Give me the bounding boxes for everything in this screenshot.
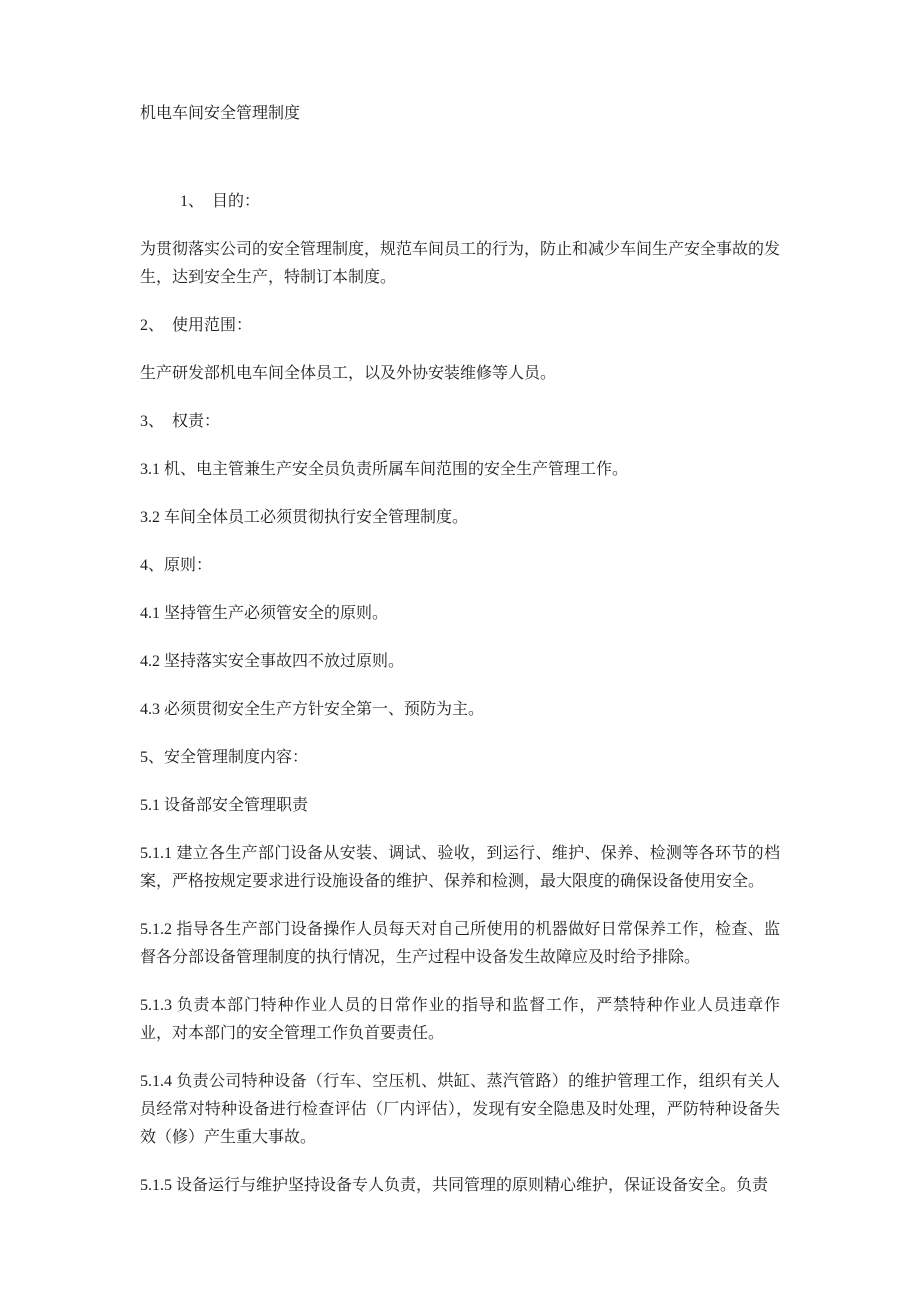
paragraph-clause-3-1: 3.1 机、电主管兼生产安全员负责所属车间范围的安全生产管理工作。 [140, 461, 629, 478]
paragraph-clause-5-1-2: 5.1.2 指导各生产部门设备操作人员每天对自己所使用的机器做好日常保养工作，检查、监督各分部设备管理制度的执行情况，生产过程中设备发生故障应及时给予排除。 [140, 921, 780, 966]
section-heading-purpose: 1、 目的： [180, 193, 261, 210]
paragraph-clause-5-1-4: 5.1.4 负责公司特种设备（行车、空压机、烘缸、蒸汽管路）的维护管理工作，组织有关人员经常对特种设备进行检查评估（厂内评估），发现有安全隐患及时处理，严防特种设备失效（修）产生重大事故。 [140, 1073, 780, 1146]
document-title: 机电车间安全管理制度 [140, 105, 301, 122]
section-heading-principles: 4、原则： [140, 557, 213, 574]
section-heading-responsibility: 3、 权责： [140, 413, 221, 430]
paragraph-clause-4-3: 4.3 必须贯彻安全生产方针安全第一、预防为主。 [140, 701, 485, 718]
paragraph-clause-3-2: 3.2 车间全体员工必须贯彻执行安全管理制度。 [140, 509, 469, 526]
paragraph-purpose-body: 为贯彻落实公司的安全管理制度，规范车间员工的行为，防止和减少车间生产安全事故的发生，达到安全生产，特制订本制度。 [140, 241, 781, 286]
paragraph-clause-4-1: 4.1 坚持管生产必须管安全的原则。 [140, 605, 389, 622]
paragraph-clause-5-1-3: 5.1.3 负责本部门特种作业人员的日常作业的指导和监督工作，严禁特种作业人员违章作业，对本部门的安全管理工作负首要责任。 [140, 997, 780, 1042]
paragraph-clause-4-2: 4.2 坚持落实安全事故四不放过原则。 [140, 653, 405, 670]
section-heading-content: 5、安全管理制度内容： [140, 749, 309, 766]
section-heading-scope: 2、 使用范围： [140, 317, 253, 334]
paragraph-clause-5-1-5: 5.1.5 设备运行与维护坚持设备专人负责，共同管理的原则精心维护，保证设备安全。负责 [140, 1177, 769, 1194]
paragraph-scope-body: 生产研发部机电车间全体员工，以及外协安装维修等人员。 [140, 365, 557, 382]
paragraph-clause-5-1: 5.1 设备部安全管理职责 [140, 797, 309, 814]
paragraph-clause-5-1-1: 5.1.1 建立各生产部门设备从安装、调试、验收，到运行、维护、保养、检测等各环节的档案，严格按规定要求进行设施设备的维护、保养和检测，最大限度的确保设备使用安全。 [140, 845, 780, 890]
